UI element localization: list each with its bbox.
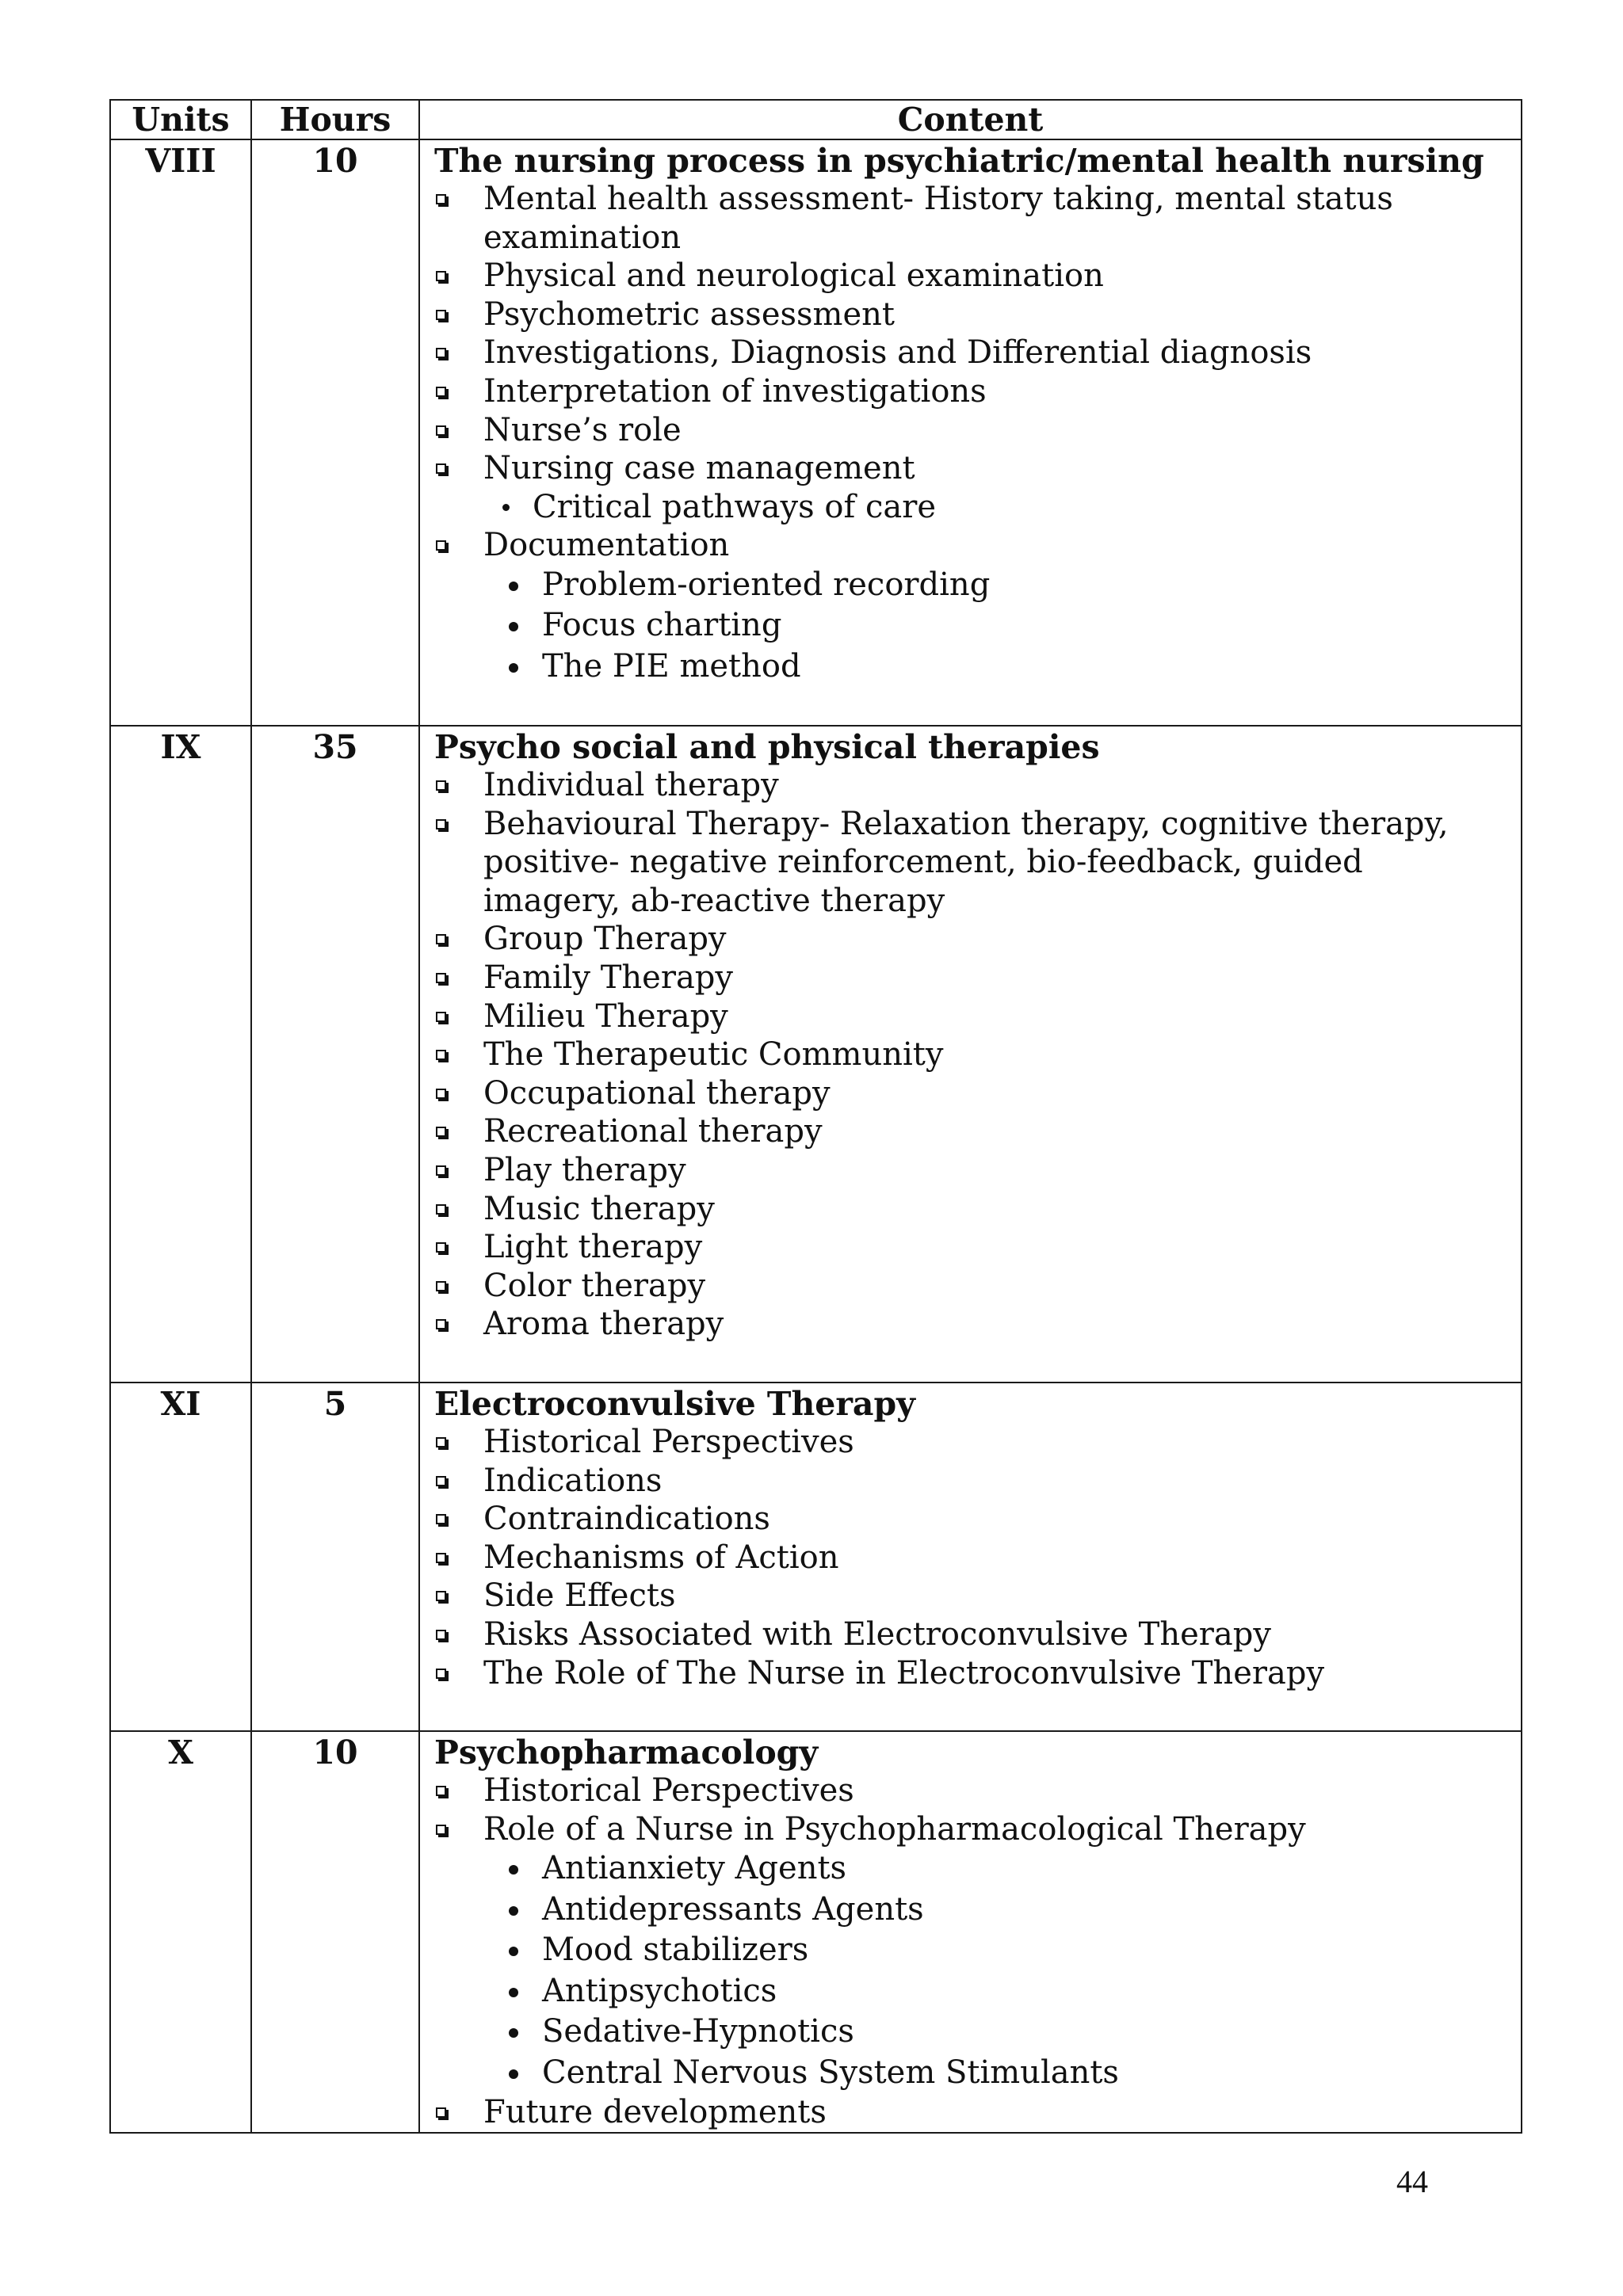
checkbox-bullet-icon bbox=[436, 1825, 446, 1835]
section-title: Psycho social and physical therapies bbox=[434, 728, 1100, 766]
checkbox-bullet-icon bbox=[436, 1204, 446, 1215]
sub-list-item: Critical pathways of care bbox=[434, 488, 1510, 527]
list-item: Milieu Therapy bbox=[434, 997, 1510, 1036]
list-item: Risks Associated with Electroconvulsive Therapy bbox=[434, 1615, 1510, 1654]
list-item: Side Effects bbox=[434, 1577, 1510, 1615]
header-units: Units bbox=[110, 100, 251, 139]
checkbox-bullet-icon bbox=[436, 1476, 446, 1486]
dot-bullet-icon bbox=[509, 2028, 518, 2038]
section-title: Electroconvulsive Therapy bbox=[434, 1385, 915, 1423]
checkbox-bullet-icon bbox=[436, 973, 446, 983]
table-row bbox=[110, 726, 1522, 1383]
list-item: Investigations, Diagnosis and Differential diagnosis bbox=[434, 334, 1510, 372]
list-item: Role of a Nurse in Psychopharmacological Therapy bbox=[434, 1810, 1510, 1849]
section-title: Psychopharmacology bbox=[434, 1733, 819, 1772]
content-cell bbox=[419, 139, 1522, 726]
sub-list-item: Mood stabilizers bbox=[434, 1930, 1510, 1971]
list-item: The Role of The Nurse in Electroconvulsive Therapy bbox=[434, 1654, 1510, 1693]
list-item: Individual therapy bbox=[434, 766, 1510, 805]
list-item: Light therapy bbox=[434, 1228, 1510, 1267]
list-item: Interpretation of investigations bbox=[434, 372, 1510, 411]
checkbox-bullet-icon bbox=[436, 194, 446, 204]
checkbox-bullet-icon bbox=[436, 1591, 446, 1601]
checkbox-bullet-icon bbox=[436, 780, 446, 791]
checkbox-bullet-icon bbox=[436, 1514, 446, 1524]
sub-list-item: Central Nervous System Stimulants bbox=[434, 2053, 1510, 2094]
hours-cell: 10 bbox=[251, 139, 419, 726]
list-item: Documentation bbox=[434, 526, 1510, 565]
list-item: Family Therapy bbox=[434, 959, 1510, 997]
dot-bullet-icon bbox=[509, 663, 518, 673]
checkbox-bullet-icon bbox=[436, 1165, 446, 1176]
list-item: Nurse’s role bbox=[434, 411, 1510, 450]
checkbox-bullet-icon bbox=[436, 271, 446, 281]
list-item: Mechanisms of Action bbox=[434, 1539, 1510, 1577]
unit-cell: X bbox=[110, 1731, 251, 2133]
table-row bbox=[110, 1731, 1522, 2133]
checkbox-bullet-icon bbox=[436, 1281, 446, 1291]
header-content: Content bbox=[419, 100, 1522, 139]
section-title: The nursing process in psychiatric/mental health nursing bbox=[434, 142, 1484, 180]
checkbox-bullet-icon bbox=[436, 348, 446, 358]
content-cell bbox=[419, 726, 1522, 1383]
checkbox-bullet-icon bbox=[436, 1012, 446, 1022]
hours-cell: 35 bbox=[251, 726, 419, 1383]
dot-bullet-icon bbox=[509, 622, 518, 631]
list-item: Recreational therapy bbox=[434, 1112, 1510, 1151]
list-item: Color therapy bbox=[434, 1267, 1510, 1306]
unit-cell: IX bbox=[110, 726, 251, 1383]
unit-cell: XI bbox=[110, 1383, 251, 1731]
header-hours: Hours bbox=[251, 100, 419, 139]
unit-cell: VIII bbox=[110, 139, 251, 726]
content-cell bbox=[419, 1731, 1522, 2133]
checkbox-bullet-icon bbox=[436, 1089, 446, 1099]
hours-cell: 10 bbox=[251, 1731, 419, 2133]
checkbox-bullet-icon bbox=[436, 1553, 446, 1563]
list-item: Psychometric assessment bbox=[434, 296, 1510, 334]
list-item: Occupational therapy bbox=[434, 1074, 1510, 1113]
checkbox-bullet-icon bbox=[436, 1786, 446, 1796]
list-item: Future developments bbox=[434, 2093, 1510, 2132]
sub-list-item: Sedative-Hypnotics bbox=[434, 2012, 1510, 2053]
checkbox-bullet-icon bbox=[436, 1127, 446, 1137]
dot-bullet-icon bbox=[509, 2069, 518, 2079]
list-item: Mental health assessment- History taking, mental status examination bbox=[434, 180, 1510, 257]
table-row bbox=[110, 1383, 1522, 1731]
dot-bullet-icon bbox=[509, 582, 518, 591]
sub-list-item: Problem-oriented recording bbox=[434, 565, 1510, 606]
checkbox-bullet-icon bbox=[436, 1630, 446, 1640]
list-item: Historical Perspectives bbox=[434, 1423, 1510, 1462]
dot-bullet-icon bbox=[509, 1947, 518, 1956]
list-item: The Therapeutic Community bbox=[434, 1035, 1510, 1074]
checkbox-bullet-icon bbox=[436, 1669, 446, 1679]
list-item: Play therapy bbox=[434, 1151, 1510, 1190]
table-row bbox=[110, 139, 1522, 726]
checkbox-bullet-icon bbox=[436, 1437, 446, 1447]
checkbox-bullet-icon bbox=[436, 934, 446, 944]
list-item: Historical Perspectives bbox=[434, 1772, 1510, 1810]
list-item: Contraindications bbox=[434, 1500, 1510, 1539]
list-item: Aroma therapy bbox=[434, 1305, 1510, 1344]
list-item: Music therapy bbox=[434, 1190, 1510, 1229]
list-item: Behavioural Therapy- Relaxation therapy, cognitive therapy, positive- negative reinforcement, bio-feedback, guided imagery, ab-reactive therapy bbox=[434, 805, 1510, 921]
checkbox-bullet-icon bbox=[436, 425, 446, 436]
checkbox-bullet-icon bbox=[436, 819, 446, 830]
checkbox-bullet-icon bbox=[436, 1050, 446, 1060]
sub-list-item: Antipsychotics bbox=[434, 1971, 1510, 2012]
checkbox-bullet-icon bbox=[436, 310, 446, 320]
dot-bullet-icon bbox=[509, 1988, 518, 1997]
checkbox-bullet-icon bbox=[436, 387, 446, 397]
dot-bullet-icon bbox=[509, 1906, 518, 1916]
sub-list-item: Focus charting bbox=[434, 605, 1510, 646]
syllabus-table bbox=[109, 99, 1522, 2134]
checkbox-bullet-icon bbox=[436, 540, 446, 551]
list-item: Physical and neurological examination bbox=[434, 257, 1510, 296]
sub-list-item: Antidepressants Agents bbox=[434, 1890, 1510, 1931]
checkbox-bullet-icon bbox=[436, 2107, 446, 2118]
dot-bullet-icon bbox=[502, 504, 510, 511]
page-number: 44 bbox=[1396, 2164, 1428, 2199]
checkbox-bullet-icon bbox=[436, 463, 446, 474]
list-item: Indications bbox=[434, 1462, 1510, 1501]
dot-bullet-icon bbox=[509, 1865, 518, 1875]
checkbox-bullet-icon bbox=[436, 1319, 446, 1329]
sub-list-item: Antianxiety Agents bbox=[434, 1848, 1510, 1890]
list-item: Group Therapy bbox=[434, 920, 1510, 959]
content-cell bbox=[419, 1383, 1522, 1731]
checkbox-bullet-icon bbox=[436, 1242, 446, 1253]
sub-list-item: The PIE method bbox=[434, 646, 1510, 688]
header-row bbox=[110, 100, 1522, 139]
hours-cell: 5 bbox=[251, 1383, 419, 1731]
list-item: Nursing case management bbox=[434, 449, 1510, 488]
